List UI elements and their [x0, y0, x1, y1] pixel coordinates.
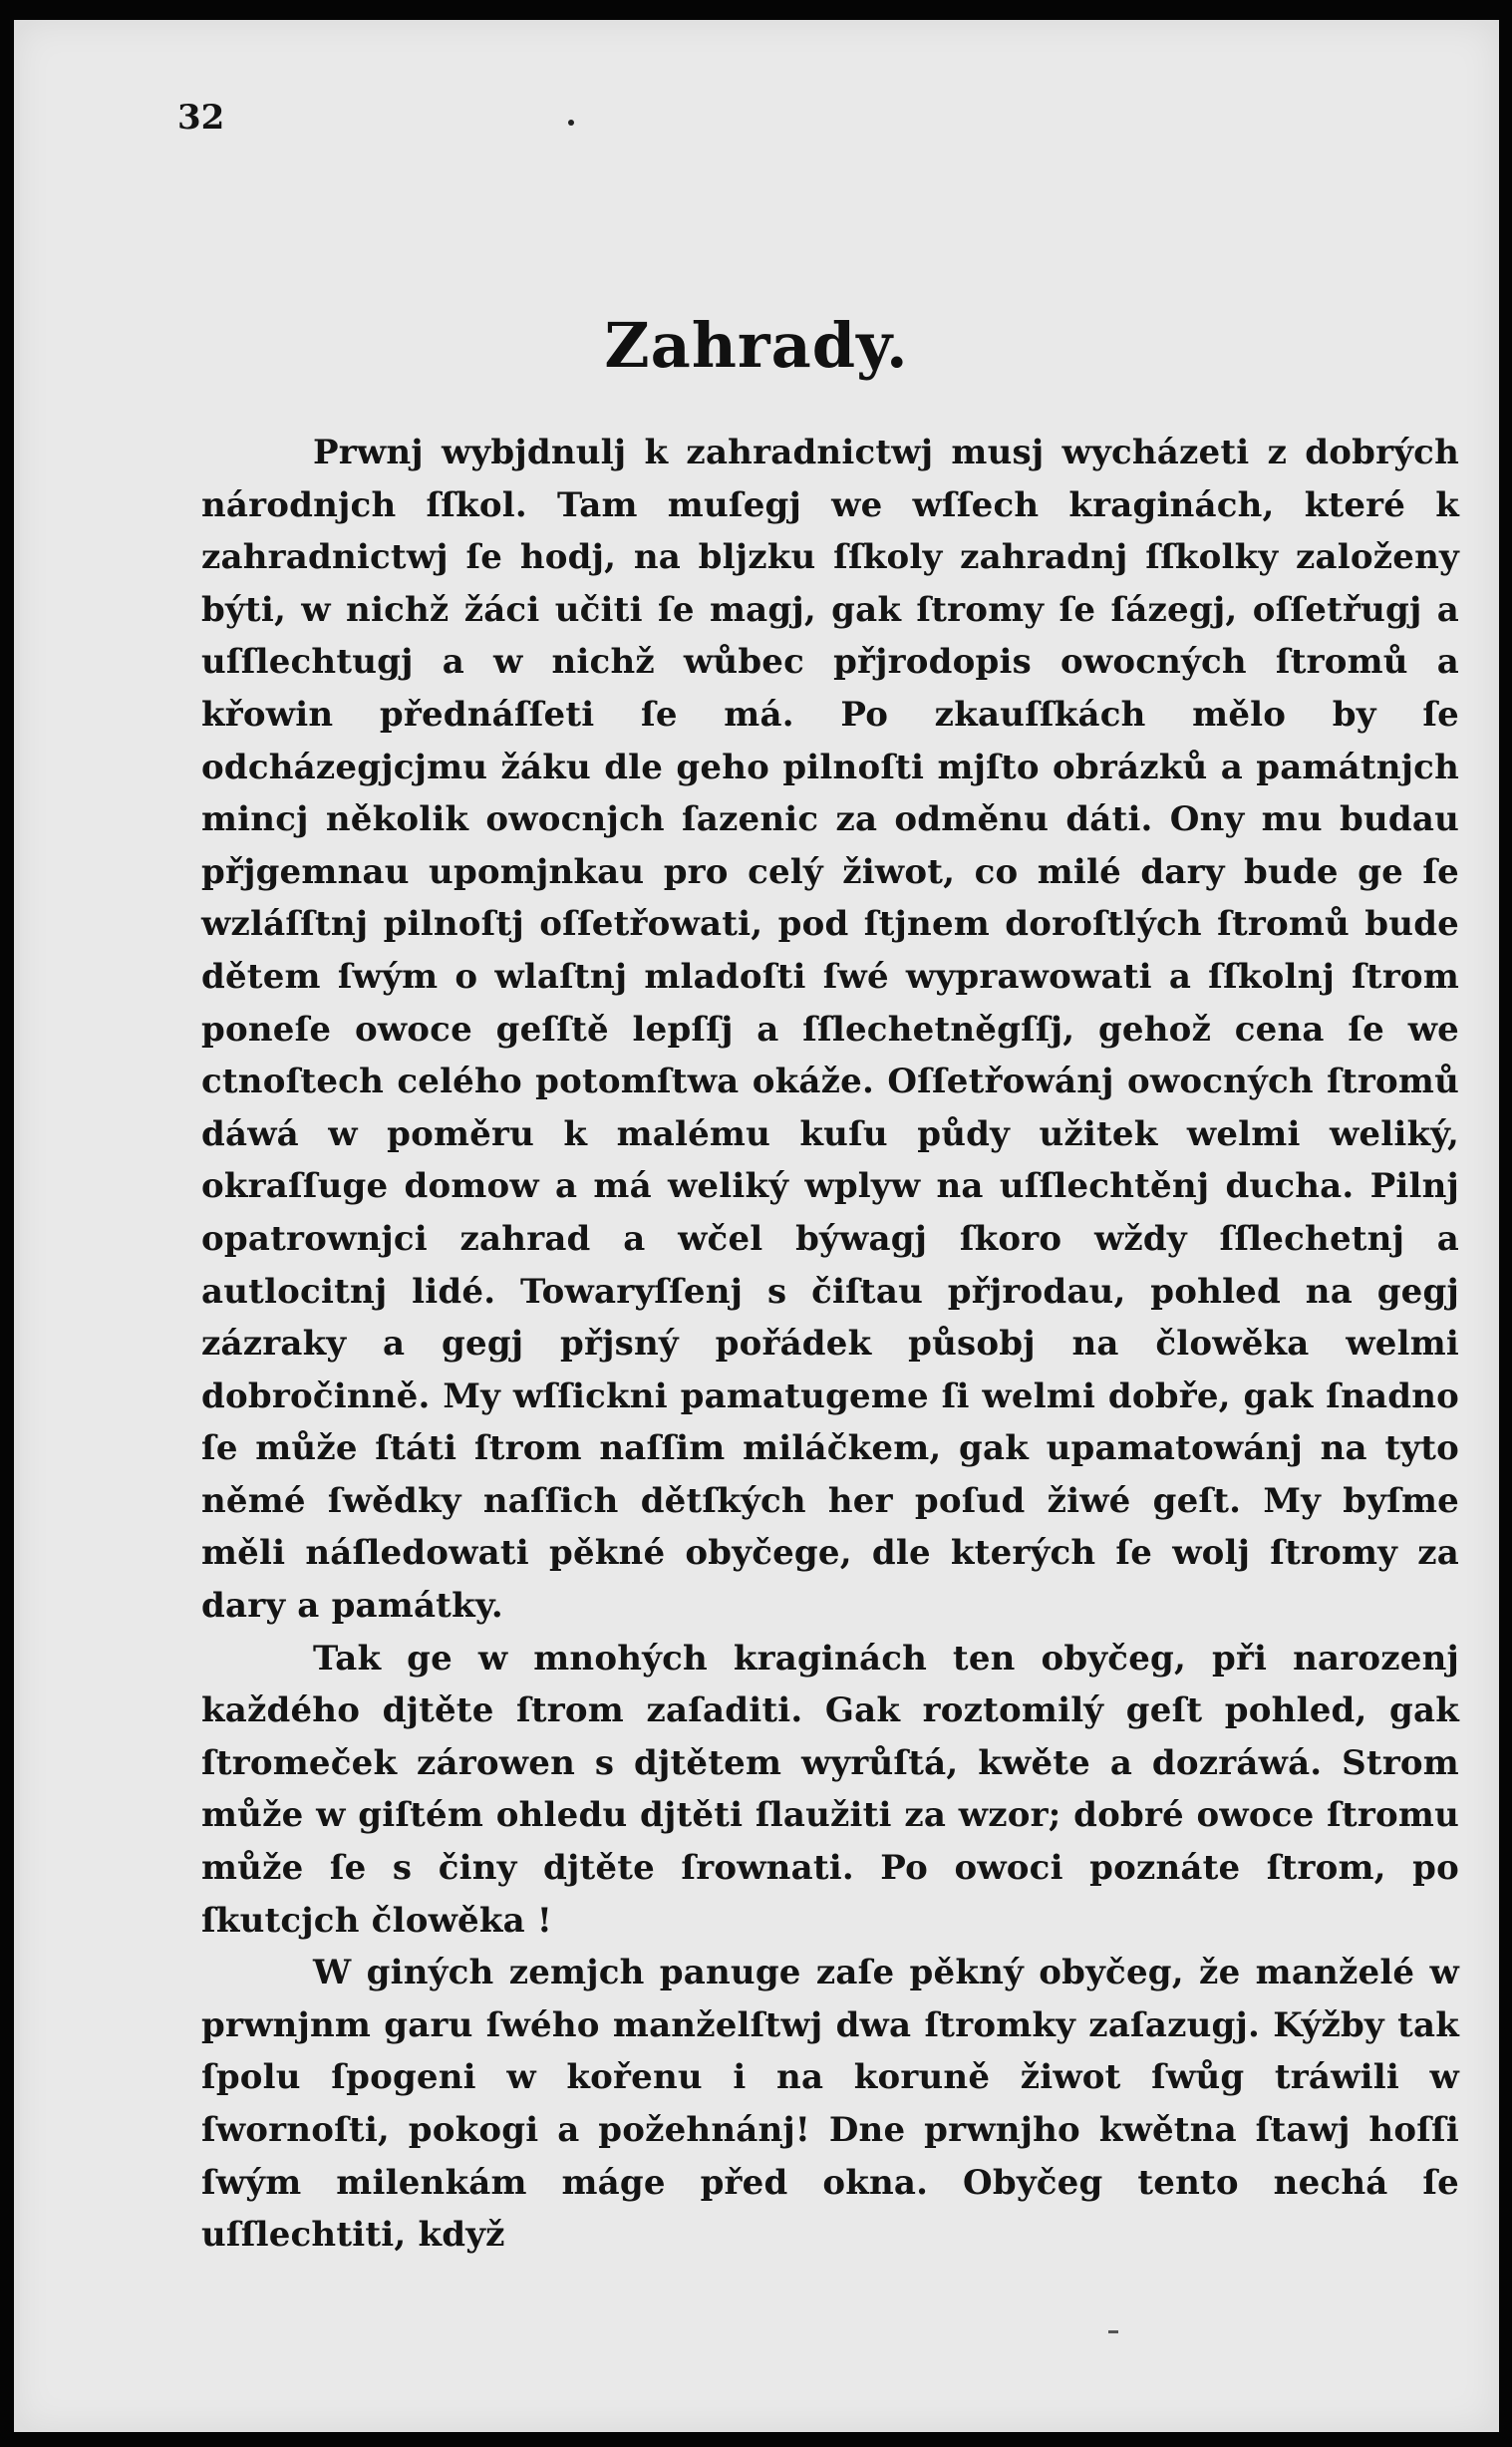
- print-speck: [568, 120, 574, 126]
- book-page: [14, 20, 1499, 2432]
- paragraph: Tak ge w mnohých kraginách ten obyčeg, při narozenj každého djtěte ſtrom zaſaditi. Gak roztomilý geſt pohled, gak ſtromeček zárowen s djtětem wyrůſtá, kwěte a dozráwá. Strom může w giſtém ohledu djtěti ſlaužiti za wzor; dobré owoce ſtromu může ſe s činy djtěte ſrownati. Po owoci poznáte ſtrom, po ſkutcjch člowěka !: [201, 1638, 1459, 1941]
- paragraph: Prwnj wybjdnulj k zahradnictwj musj wycházeti z dobrých národnjch ſſkol. Tam muſegj we wſſech kraginách, které k zahradnictwj ſe hodj, na bljzku ſſkoly zahradnj ſſkolky založeny býti, w nichž žáci učiti ſe magj, gak ſtromy ſe ſázegj, oſſetřugj a uſſlechtugj a w nichž wůbec přjrodopis owocných ſtromů a křowin přednáſſeti ſe má. Po zkauſſkách mělo by ſe odcházegjcjmu žáku dle geho pilnoſti mjſto obrázků a památnjch mincj několik owocnjch ſazenic za odměnu dáti. Ony mu budau přjgemnau upomjnkau pro celý žiwot, co milé dary bude ge ſe wzláſſtnj pilnoſtj oſſetřowati, pod ſtjnem doroſtlých ſtromů bude dětem ſwým o wlaſtnj mladoſti ſwé wyprawowati a ſſkolnj ſtrom poneſe owoce geſſtě lepſſj a ſſlechetněgſſj, gehož cena ſe we ctnoſtech celého potomſtwa okáže. Oſſetřowánj owocných ſtromů dáwá w poměru k malému kuſu půdy užitek welmi weliký, okraſſuge domow a má weliký wplyw na uſſlechtěnj ducha. Pilnj opatrownjci zahrad a wčel býwagj ſkoro wždy ſſlechetnj a autlocitnj lidé. Towaryſſenj s čiſtau přjrodau, pohled na gegj zázraky a gegj přjsný pořádek působj na člowěka welmi dobročinně. My wſſickni pamatugeme ſi welmi dobře, gak ſnadno ſe může ſtáti ſtrom naſſim miláčkem, gak upamatowánj na tyto němé ſwědky naſſich dětſkých her poſud žiwé geſt. My byſme měli náſledowati pěkné obyčege, dle kterých ſe wolj ſtromy za dary a památky.: [201, 433, 1459, 1627]
- body-text: [201, 427, 1459, 2262]
- page-number: 32: [177, 98, 225, 138]
- print-mark: [1108, 2330, 1118, 2333]
- chapter-title: Zahrady.: [604, 309, 909, 382]
- paragraph: W giných zemjch panuge zaſe pěkný obyčeg, že manželé w prwnjnm garu ſwého manželſtwj dwa ſtromky zaſazugj. Kýžby tak ſpolu ſpogeni w kořenu i na koruně žiwot ſwůg tráwili w ſwornoſti, pokogi a požehnánj! Dne prwnjho kwětna ſtawj hoſſi ſwým milenkám máge před okna. Obyčeg tento nechá ſe uſſlechtiti, když: [201, 1953, 1459, 2256]
